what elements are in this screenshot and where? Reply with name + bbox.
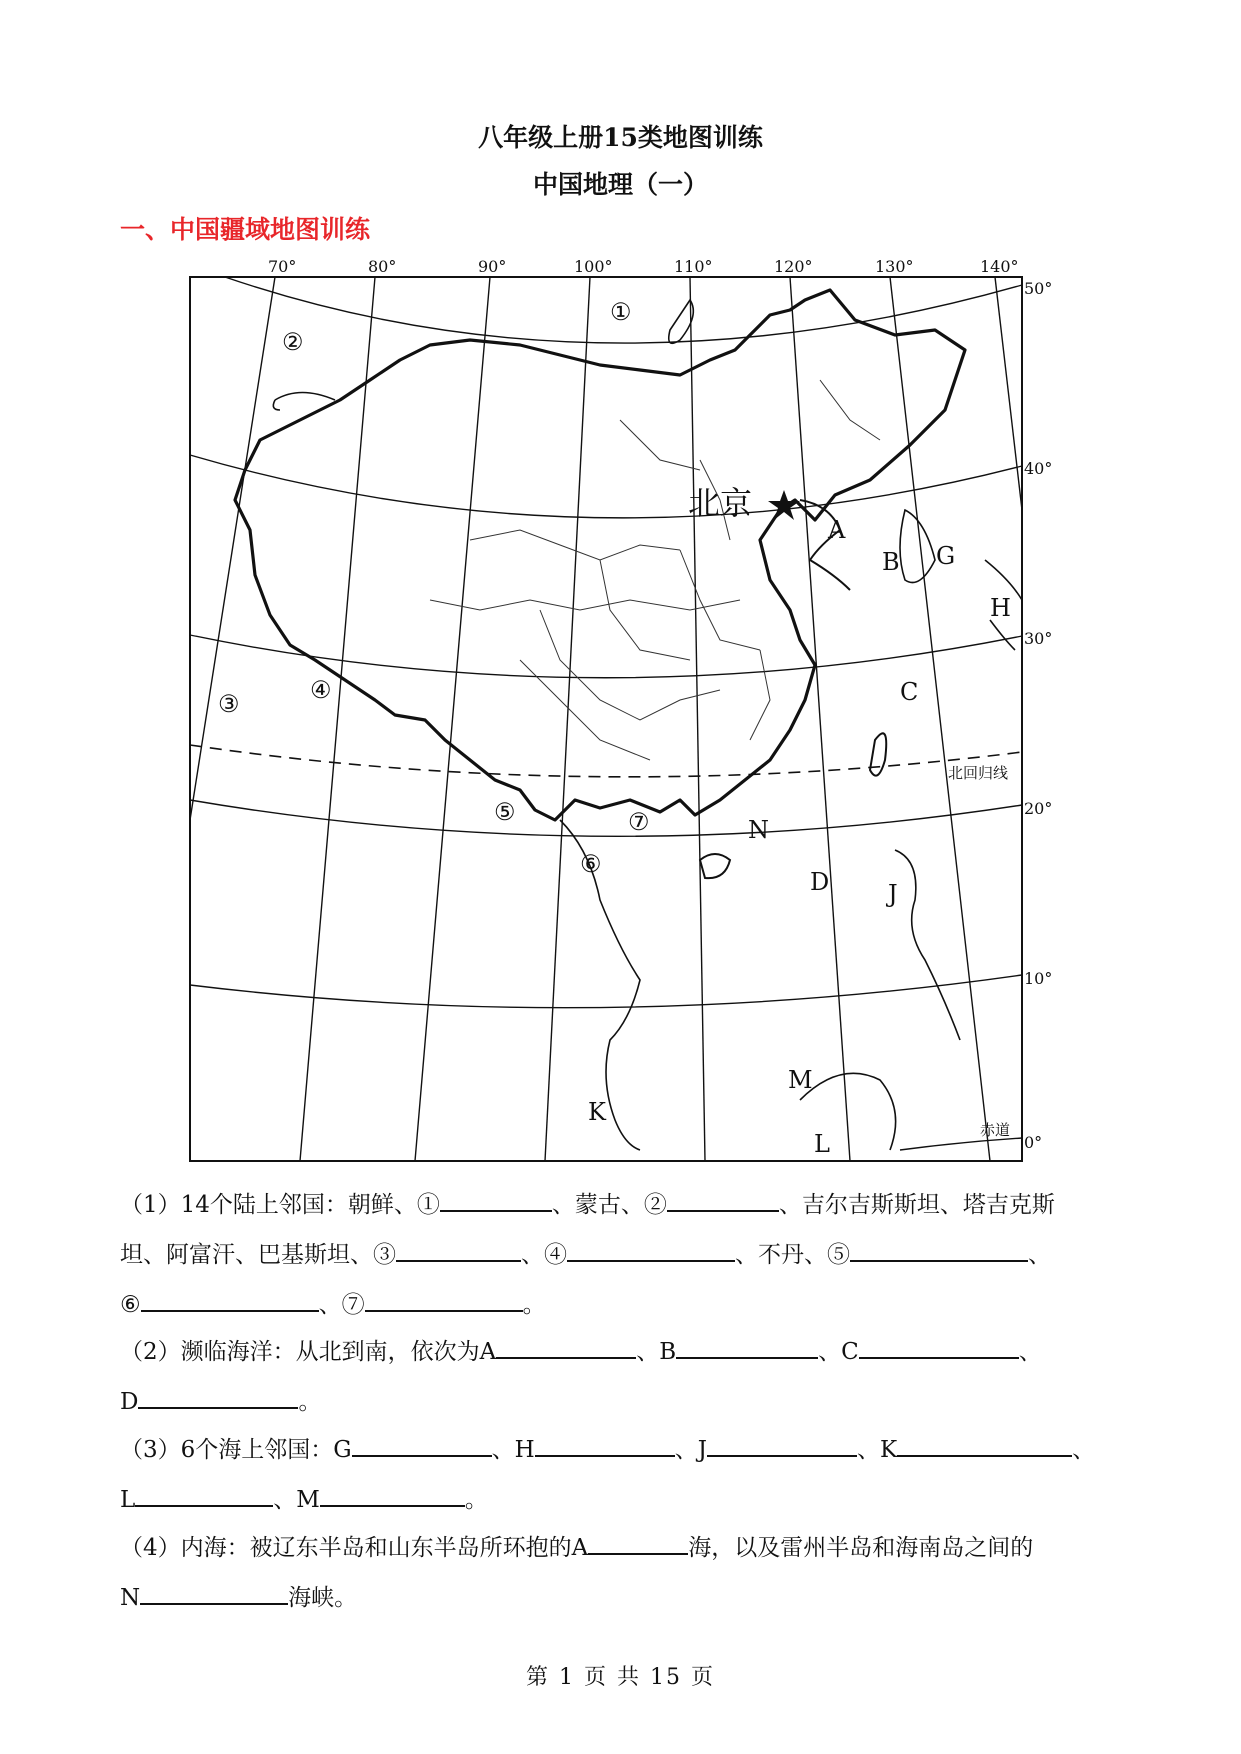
map-label-l: L [814, 1130, 830, 1158]
map-label-m: M [788, 1066, 813, 1094]
longitude-label: 140° [980, 257, 1019, 276]
map-label-c: C [900, 678, 919, 706]
question-3-line-1: （3）6个海上邻国：G 、H 、J 、K 、 [120, 1425, 1120, 1475]
equator-label: 赤道 [980, 1121, 1011, 1139]
longitude-label: 130° [875, 257, 914, 276]
answer-blank[interactable] [365, 1280, 523, 1312]
map-label-j: J [888, 880, 898, 908]
section-heading: 一、中国疆域地图训练 [120, 215, 371, 244]
map-label-h: H [990, 594, 1011, 622]
map-label-k: K [588, 1098, 606, 1126]
map-marker-6: ⑥ [580, 850, 602, 878]
answer-blank[interactable] [135, 1475, 273, 1507]
question-4-line-2: N 海峡。 [120, 1573, 1120, 1623]
longitude-label: 70° [268, 257, 297, 276]
question-1-line-2: 坦、阿富汗、巴基斯坦、③ 、④ 、不丹、⑤ 、 [120, 1230, 1120, 1280]
latitude-label: 50° [1024, 279, 1053, 298]
latitude-label: 30° [1024, 629, 1053, 648]
answer-blank[interactable] [535, 1425, 675, 1457]
question-1 [120, 1180, 1120, 1330]
map-label-n: N [748, 816, 769, 844]
question-4-line-1: （4）内海：被辽东半岛和山东半岛所环抱的A 海，以及雷州半岛和海南岛之间的 [120, 1523, 1120, 1573]
map-label-a: A [828, 516, 846, 544]
answer-blank[interactable] [141, 1280, 319, 1312]
longitude-label: 110° [674, 257, 713, 276]
question-4 [120, 1523, 1120, 1623]
question-1-line-1: （1）14个陆上邻国：朝鲜、① 、蒙古、② 、吉尔吉斯斯坦、塔吉克斯 [120, 1180, 1120, 1230]
map-marker-4: ④ [310, 676, 332, 704]
map-marker-1: ① [610, 298, 632, 326]
longitude-label: 90° [478, 257, 507, 276]
longitude-label: 100° [574, 257, 613, 276]
map-frame [190, 277, 1022, 1161]
page-footer: 第 1 页 共 15 页 [526, 1665, 715, 1690]
map-marker-2: ② [282, 328, 304, 356]
question-2-line-2: D 。 [120, 1377, 1120, 1427]
question-2 [120, 1327, 1120, 1427]
question-2-line-1: （2）濒临海洋：从北到南，依次为A 、B 、C 、 [120, 1327, 1120, 1377]
answer-blank[interactable] [897, 1425, 1072, 1457]
document-subtitle: 中国地理（一） [532, 170, 708, 199]
answer-blank[interactable] [352, 1425, 492, 1457]
tropic-label: 北回归线 [948, 764, 1009, 782]
answer-blank[interactable] [667, 1180, 779, 1212]
map-marker-3: ③ [218, 690, 240, 718]
latitude-label: 20° [1024, 799, 1053, 818]
latitude-label: 40° [1024, 459, 1053, 478]
latitude-label: 0° [1024, 1133, 1043, 1152]
answer-blank[interactable] [496, 1327, 636, 1359]
map-marker-5: ⑤ [494, 798, 516, 826]
china-territory-map [170, 252, 1241, 1172]
answer-blank[interactable] [859, 1327, 1019, 1359]
answer-blank[interactable] [396, 1230, 521, 1262]
question-3-line-2: L 、M 。 [120, 1475, 1120, 1525]
capital-label: 北京 [688, 484, 753, 522]
map-marker-7: ⑦ [628, 808, 650, 836]
latitude-label: 10° [1024, 969, 1053, 988]
answer-blank[interactable] [676, 1327, 818, 1359]
answer-blank[interactable] [567, 1230, 735, 1262]
answer-blank[interactable] [850, 1230, 1028, 1262]
answer-blank[interactable] [140, 1573, 288, 1605]
longitude-label: 120° [774, 257, 813, 276]
answer-blank[interactable] [588, 1523, 688, 1555]
map-label-d: D [810, 868, 830, 896]
answer-blank[interactable] [440, 1180, 552, 1212]
answer-blank[interactable] [707, 1425, 857, 1457]
question-1-line-3: ⑥ 、⑦ 。 [120, 1280, 1120, 1330]
map-label-b: B [882, 548, 900, 576]
answer-blank[interactable] [138, 1377, 298, 1409]
question-3 [120, 1425, 1120, 1525]
answer-blank[interactable] [320, 1475, 465, 1507]
map-label-g: G [936, 542, 956, 570]
longitude-label: 80° [368, 257, 397, 276]
document-title: 八年级上册15类地图训练 [478, 123, 763, 152]
